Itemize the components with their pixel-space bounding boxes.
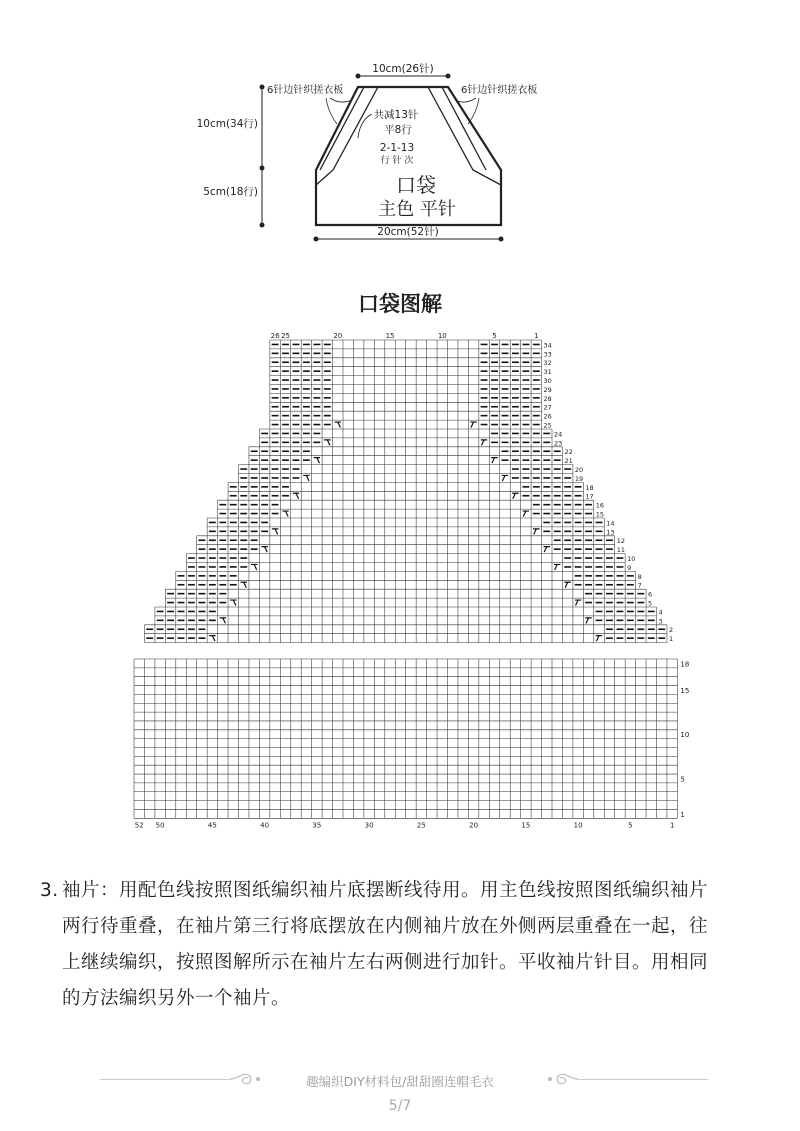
decrease-symbol: [261, 547, 267, 553]
decrease-symbol: [502, 475, 508, 481]
top-width-label: 10cm(26针): [372, 63, 434, 75]
row-number-label: 30: [543, 377, 552, 385]
row-number-label: 12: [616, 537, 625, 546]
bottom-stitch-label: 1: [669, 821, 675, 830]
sleeve-instructions: [40, 873, 770, 1017]
row-number-label: 24: [554, 430, 563, 439]
left-band-pointer2: [330, 98, 352, 102]
row-number-label: 5: [648, 599, 653, 608]
decrease-symbol: [491, 458, 497, 464]
decrease-symbol: [481, 440, 487, 446]
chart-grid-lines: [134, 340, 677, 818]
bottom-stitch-label: 5: [628, 821, 633, 830]
top-stitch-label: 20: [333, 332, 343, 340]
right-band-label: 6针边针织搓衣板: [461, 85, 538, 96]
instruction-line-3: 上继续编织，按照图解所示在袖片左右两侧进行加针。平收袖片针目。用相同: [62, 952, 709, 973]
bottom-stitch-label: 10: [573, 821, 583, 830]
body-row-label: 18: [680, 660, 690, 669]
footer: [0, 1062, 800, 1102]
formula-legend-label: 行 针 次: [380, 156, 414, 166]
row-number-label: 27: [543, 403, 552, 412]
instruction-line-2: 两行待重叠，在袖片第三行将底摆放在内侧袖片放在外侧两层重叠在一起，往: [62, 916, 709, 937]
body-row-label: 10: [680, 731, 690, 740]
instruction-line-1: 袖片：用配色线按照图纸编织袖片底摆断线待用。用主色线按照图纸编织袖片: [62, 880, 709, 901]
row-number-label: 4: [658, 608, 663, 617]
decrease-symbol: [470, 422, 476, 428]
row-number-label: 9: [627, 563, 632, 572]
decrease-symbol: [544, 547, 550, 553]
pocket-schematic: [0, 0, 800, 260]
row-number-label: 29: [543, 385, 552, 394]
row-number-label: 1: [668, 635, 674, 644]
row-number-label: 32: [543, 359, 552, 368]
row-number-label: 16: [595, 501, 605, 510]
row-number-label: 26: [543, 412, 552, 421]
decrease-symbol: [324, 440, 330, 446]
decrease-symbol: [554, 564, 560, 570]
bottom-stitch-label: 30: [364, 821, 374, 830]
pocket-stitch-chart: [0, 330, 800, 830]
row-number-label: 11: [616, 546, 625, 555]
top-stitch-label: 15: [385, 332, 395, 340]
bottom-stitch-label: 35: [312, 821, 322, 830]
decrease-symbol: [251, 564, 257, 570]
row-number-label: 31: [543, 368, 552, 377]
footer-text: 趣编织DIY材料包/甜甜圈连帽毛衣: [306, 1074, 494, 1089]
decrease-symbol: [533, 529, 539, 535]
decrease-symbol: [209, 636, 215, 642]
piece-stitch-label: 主色 平针: [378, 199, 456, 220]
decrease-symbol: [575, 600, 581, 606]
step-number: 3.: [40, 880, 59, 901]
decrease-symbol: [272, 529, 278, 535]
body-row-label: 1: [680, 810, 685, 819]
decrease-symbol: [314, 458, 320, 464]
body-row-label: 15: [680, 686, 690, 695]
bottom-stitch-label: 25: [416, 821, 426, 830]
bottom-stitch-label: 45: [207, 821, 217, 830]
bottom-width-label: 20cm(52针): [377, 226, 439, 238]
row-number-label: 34: [543, 341, 552, 350]
row-number-label: 33: [543, 350, 552, 359]
row-number-label: 19: [574, 474, 584, 483]
top-stitch-label: 5: [492, 332, 497, 340]
row-number-label: 15: [595, 510, 605, 519]
right-band-pointer2: [455, 98, 476, 102]
decrease-symbol: [596, 636, 602, 642]
footer-line-right: [578, 1079, 708, 1080]
row-number-label: 2: [668, 626, 674, 635]
bottom-stitch-label: 15: [521, 821, 531, 830]
piece-name-label: 口袋: [396, 173, 436, 197]
left-height-bottom-label: 5cm(18行): [203, 186, 258, 198]
row-number-label: 17: [585, 492, 594, 501]
top-stitch-label: 1: [534, 332, 539, 340]
row-number-label: 13: [606, 528, 615, 537]
left-band-label: 6针边针织搓衣板: [267, 85, 344, 96]
decrease-symbol: [220, 618, 226, 624]
decrease-pointer: [358, 114, 372, 138]
bottom-stitch-label: 52: [134, 821, 144, 830]
bottom-stitch-label: 40: [260, 821, 270, 830]
row-number-label: 7: [637, 581, 642, 590]
footer-swirl-right-icon: [540, 1069, 580, 1089]
decrease-symbol: [303, 475, 309, 481]
left-height-top-label: 10cm(34行): [196, 118, 258, 130]
decrease-symbol: [230, 600, 236, 606]
row-number-label: 28: [543, 394, 552, 403]
row-number-label: 10: [627, 555, 636, 563]
top-stitch-label: 25: [281, 332, 290, 340]
row-number-label: 25: [543, 421, 552, 430]
decrease-total-label: 共减13针: [373, 109, 419, 121]
instruction-line-4: 的方法编织另外一个袖片。: [62, 988, 291, 1009]
row-number-label: 6: [648, 590, 653, 599]
decrease-symbol: [335, 422, 341, 428]
decrease-symbol: [585, 618, 591, 624]
row-number-label: 23: [554, 439, 563, 448]
row-number-label: 8: [637, 572, 642, 581]
chart-labels: [135, 332, 690, 829]
chart-grid-path: [134, 340, 677, 818]
row-number-label: 21: [564, 457, 573, 466]
decrease-symbol: [523, 511, 529, 517]
page-number: 5/7: [388, 1098, 412, 1114]
row-number-label: 3: [658, 617, 663, 626]
decrease-symbol: [512, 493, 518, 499]
right-band-inner-line: [442, 87, 486, 170]
left-band-pointer: [326, 98, 337, 124]
body-row-label: 5: [680, 775, 685, 784]
formula-label: 2-1-13: [379, 142, 415, 154]
top-stitch-label: 10: [437, 332, 447, 340]
decrease-symbol: [241, 582, 247, 588]
row-number-label: 22: [564, 448, 573, 457]
bottom-stitch-label: 50: [155, 821, 165, 830]
row-number-label: 14: [606, 519, 615, 528]
decrease-symbol: [293, 493, 299, 499]
row-number-label: 18: [585, 483, 594, 492]
decrease-symbol: [282, 511, 288, 517]
chart-title: 口袋图解: [358, 292, 442, 316]
decrease-symbol: [564, 582, 570, 588]
bottom-stitch-label: 20: [469, 821, 479, 830]
top-stitch-label: 26: [270, 332, 280, 340]
flat-rows-label: 平8行: [384, 124, 412, 136]
row-number-label: 20: [574, 466, 584, 474]
